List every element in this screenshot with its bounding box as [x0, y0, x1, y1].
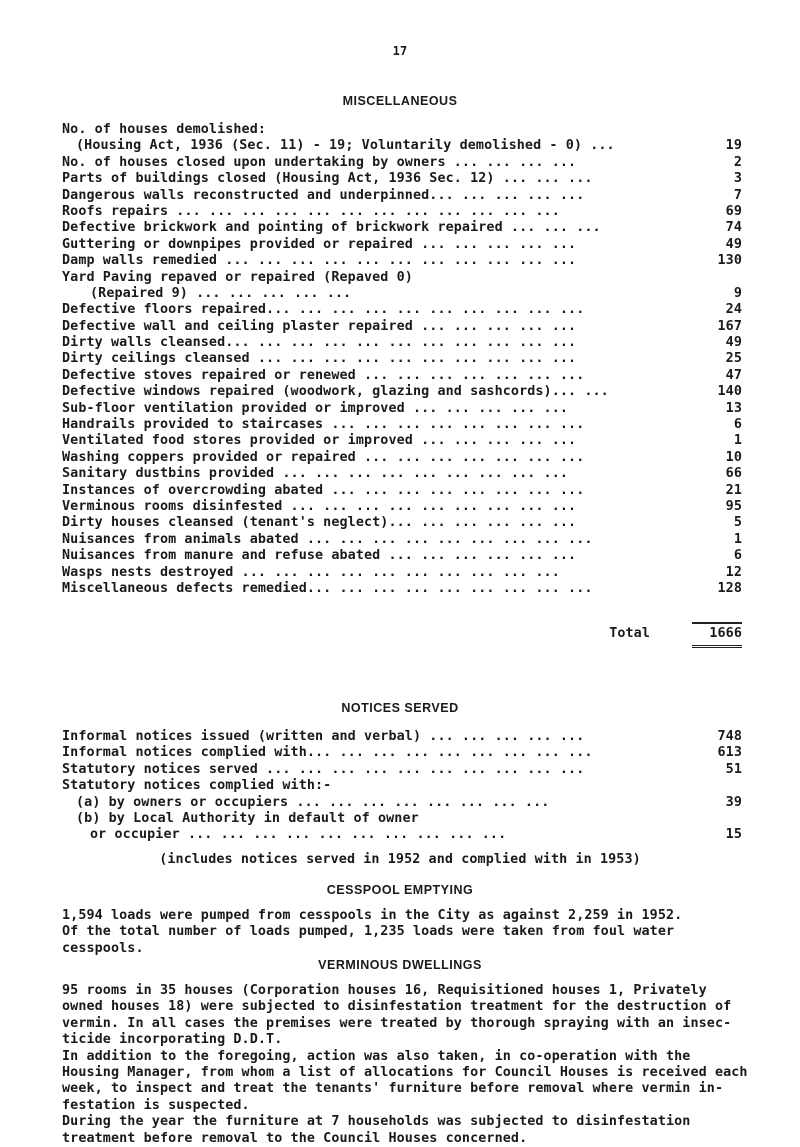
row-value: 69 — [725, 203, 742, 219]
row-label: Statutory notices complied with:- — [62, 778, 332, 794]
table-row — [62, 778, 742, 794]
table-row — [62, 811, 742, 827]
table-row — [62, 499, 742, 515]
row-label: Washing coppers provided or repaired ... ... ... ... ... ... ... — [62, 449, 585, 465]
row-label: Yard Paving repaved or repaired (Repaved 0) — [62, 269, 413, 285]
table-row — [62, 515, 742, 531]
table-row — [62, 384, 742, 400]
row-value: 167 — [717, 318, 742, 334]
table-row — [62, 532, 742, 548]
notices-heading: NOTICES SERVED — [341, 701, 459, 715]
table-row — [62, 450, 742, 466]
row-label: Defective windows repaired (woodwork, glazing and sashcords)... ... — [62, 384, 609, 400]
row-value: 15 — [725, 827, 742, 843]
row-value: 47 — [725, 367, 742, 383]
table-row — [62, 335, 742, 351]
table-row — [62, 204, 742, 220]
table-row — [62, 795, 742, 811]
row-label: Dirty houses cleansed (tenant's neglect)... ... ... ... ... ... — [62, 515, 577, 531]
total-rule-top — [692, 622, 742, 624]
table-row — [62, 368, 742, 384]
row-label: No. of houses demolished: — [62, 122, 267, 137]
row-label: Defective stoves repaired or renewed ... ... ... ... ... ... ... — [62, 367, 585, 383]
row-label: Sub-floor ventilation provided or improved ... ... ... ... ... — [62, 400, 569, 416]
table-row — [62, 565, 742, 581]
row-label: Defective wall and ceiling plaster repaired ... ... ... ... ... — [62, 318, 577, 334]
verminous-text: 95 rooms in 35 houses (Corporation houses 16, Requisitioned houses 1, Privately owned houses 18) were subjected to disinfestation treatment for the destruction of vermin. In all cases the premises were treated by thorough spraying with an insec- ticide incorporating D.D.T. In addition to the foregoing, action was also taken, in co-operation with the Housing Manager, from whom a list of allocations for Council Houses is received each week, to inspect and treat the tenants' furniture before removal where vermin in- festation is suspected. During the year the furniture at 7 households was subjected to disinfestation treatment before removal to the Council Houses concerned. — [62, 983, 748, 1146]
table-row — [62, 237, 742, 253]
row-value: 1 — [733, 433, 742, 449]
cesspool-text: 1,594 loads were pumped from cesspools in the City as against 2,259 in 1952. Of the total number of loads pumped, 1,235 loads were taken from foul water cesspools. — [62, 908, 683, 956]
row-value: 3 — [733, 171, 742, 187]
total-value: 1666 — [709, 626, 742, 641]
table-row — [62, 302, 742, 318]
row-label: (Housing Act, 1936 (Sec. 11) - 19; Voluntarily demolished - 0) ... — [76, 138, 615, 154]
row-label: Nuisances from manure and refuse abated ... ... ... ... ... ... — [62, 548, 577, 564]
table-row — [62, 270, 742, 286]
row-value: 613 — [717, 745, 742, 761]
table-row — [62, 155, 742, 171]
row-value: 21 — [725, 482, 742, 498]
miscellaneous-table — [62, 122, 742, 597]
table-row — [62, 466, 742, 482]
verminous-heading: VERMINOUS DWELLINGS — [318, 958, 482, 972]
row-value: 6 — [733, 417, 742, 433]
table-row — [62, 286, 742, 302]
row-label: (Repaired 9) ... ... ... ... ... — [90, 285, 352, 301]
row-label: or occupier ... ... ... ... ... ... ... ... ... ... — [90, 827, 507, 843]
row-label: Wasps nests destroyed ... ... ... ... ... ... ... ... ... ... — [62, 564, 560, 580]
table-row — [62, 581, 742, 597]
row-label: Informal notices issued (written and verbal) ... ... ... ... ... — [62, 729, 585, 744]
notices-footnote: (includes notices served in 1952 and complied with in 1953) — [159, 852, 641, 867]
row-value: 128 — [717, 580, 742, 596]
row-value: 49 — [725, 236, 742, 252]
row-value: 6 — [733, 548, 742, 564]
row-label: Miscellaneous defects remedied... ... ... ... ... ... ... ... ... — [62, 580, 593, 596]
row-label: No. of houses closed upon undertaking by owners ... ... ... ... — [62, 154, 577, 170]
table-row — [62, 401, 742, 417]
table-row — [62, 827, 742, 843]
row-label: Defective floors repaired... ... ... ... ... ... ... ... ... ... — [62, 302, 585, 318]
table-row — [62, 745, 742, 761]
total-label: Total — [609, 626, 650, 641]
miscellaneous-heading: MISCELLANEOUS — [342, 94, 458, 108]
table-row — [62, 220, 742, 236]
cesspool-heading: CESSPOOL EMPTYING — [326, 883, 474, 897]
table-row — [62, 188, 742, 204]
row-value: 39 — [725, 794, 742, 810]
table-row — [62, 171, 742, 187]
row-label: Verminous rooms disinfested ... ... ... ... ... ... ... ... ... — [62, 498, 577, 514]
row-value: 10 — [725, 449, 742, 465]
row-label: Statutory notices served ... ... ... ... ... ... ... ... ... ... — [62, 761, 585, 777]
row-label: Defective brickwork and pointing of brickwork repaired ... ... ... — [62, 220, 601, 236]
row-value: 1 — [733, 531, 742, 547]
row-value: 74 — [725, 220, 742, 236]
row-label: Roofs repairs ... ... ... ... ... ... ... ... ... ... ... ... — [62, 203, 560, 219]
table-row — [62, 253, 742, 269]
row-label: Sanitary dustbins provided ... ... ... ... ... ... ... ... ... — [62, 466, 569, 482]
table-row — [62, 729, 742, 745]
row-value: 2 — [733, 154, 742, 170]
row-value: 12 — [725, 564, 742, 580]
row-value: 25 — [725, 351, 742, 367]
table-row — [62, 351, 742, 367]
row-value: 130 — [717, 253, 742, 269]
row-label: Informal notices complied with... ... ... ... ... ... ... ... ... — [62, 745, 593, 761]
row-label: Instances of overcrowding abated ... ... ... ... ... ... ... ... — [62, 482, 585, 498]
row-value: 95 — [725, 498, 742, 514]
table-row — [62, 138, 742, 154]
row-label: Handrails provided to staircases ... ... ... ... ... ... ... ... — [62, 417, 585, 433]
row-label: (b) by Local Authority in default of owner — [76, 810, 419, 826]
row-label: Dirty ceilings cleansed ... ... ... ... ... ... ... ... ... ... — [62, 351, 577, 367]
row-value: 13 — [725, 400, 742, 416]
row-value: 19 — [725, 138, 742, 154]
notices-table — [62, 729, 742, 844]
table-row — [62, 483, 742, 499]
row-value: 66 — [725, 466, 742, 482]
page-number: 17 — [392, 44, 408, 58]
row-value: 140 — [717, 384, 742, 400]
row-value: 51 — [725, 761, 742, 777]
table-row — [62, 319, 742, 335]
table-row — [62, 548, 742, 564]
table-row — [62, 762, 742, 778]
row-label: Dangerous walls reconstructed and underpinned... ... ... ... ... — [62, 187, 585, 203]
total-row — [62, 626, 742, 646]
row-label: Guttering or downpipes provided or repaired ... ... ... ... ... — [62, 236, 577, 252]
row-label: Dirty walls cleansed... ... ... ... ... ... ... ... ... ... ... — [62, 335, 577, 351]
row-value: 748 — [717, 729, 742, 744]
row-value: 49 — [725, 335, 742, 351]
total-rule-bottom — [692, 645, 742, 648]
row-label: Parts of buildings closed (Housing Act, 1936 Sec. 12) ... ... ... — [62, 171, 593, 187]
table-row — [62, 122, 742, 138]
row-label: Damp walls remedied ... ... ... ... ... ... ... ... ... ... ... — [62, 253, 577, 269]
table-row — [62, 433, 742, 449]
row-value: 5 — [733, 515, 742, 531]
row-label: Ventilated food stores provided or improved ... ... ... ... ... — [62, 433, 577, 449]
row-value: 24 — [725, 302, 742, 318]
row-value: 9 — [733, 285, 742, 301]
row-value: 7 — [733, 187, 742, 203]
row-label: (a) by owners or occupiers ... ... ... ... ... ... ... ... — [76, 794, 550, 810]
table-row — [62, 417, 742, 433]
row-label: Nuisances from animals abated ... ... ... ... ... ... ... ... ... — [62, 531, 593, 547]
